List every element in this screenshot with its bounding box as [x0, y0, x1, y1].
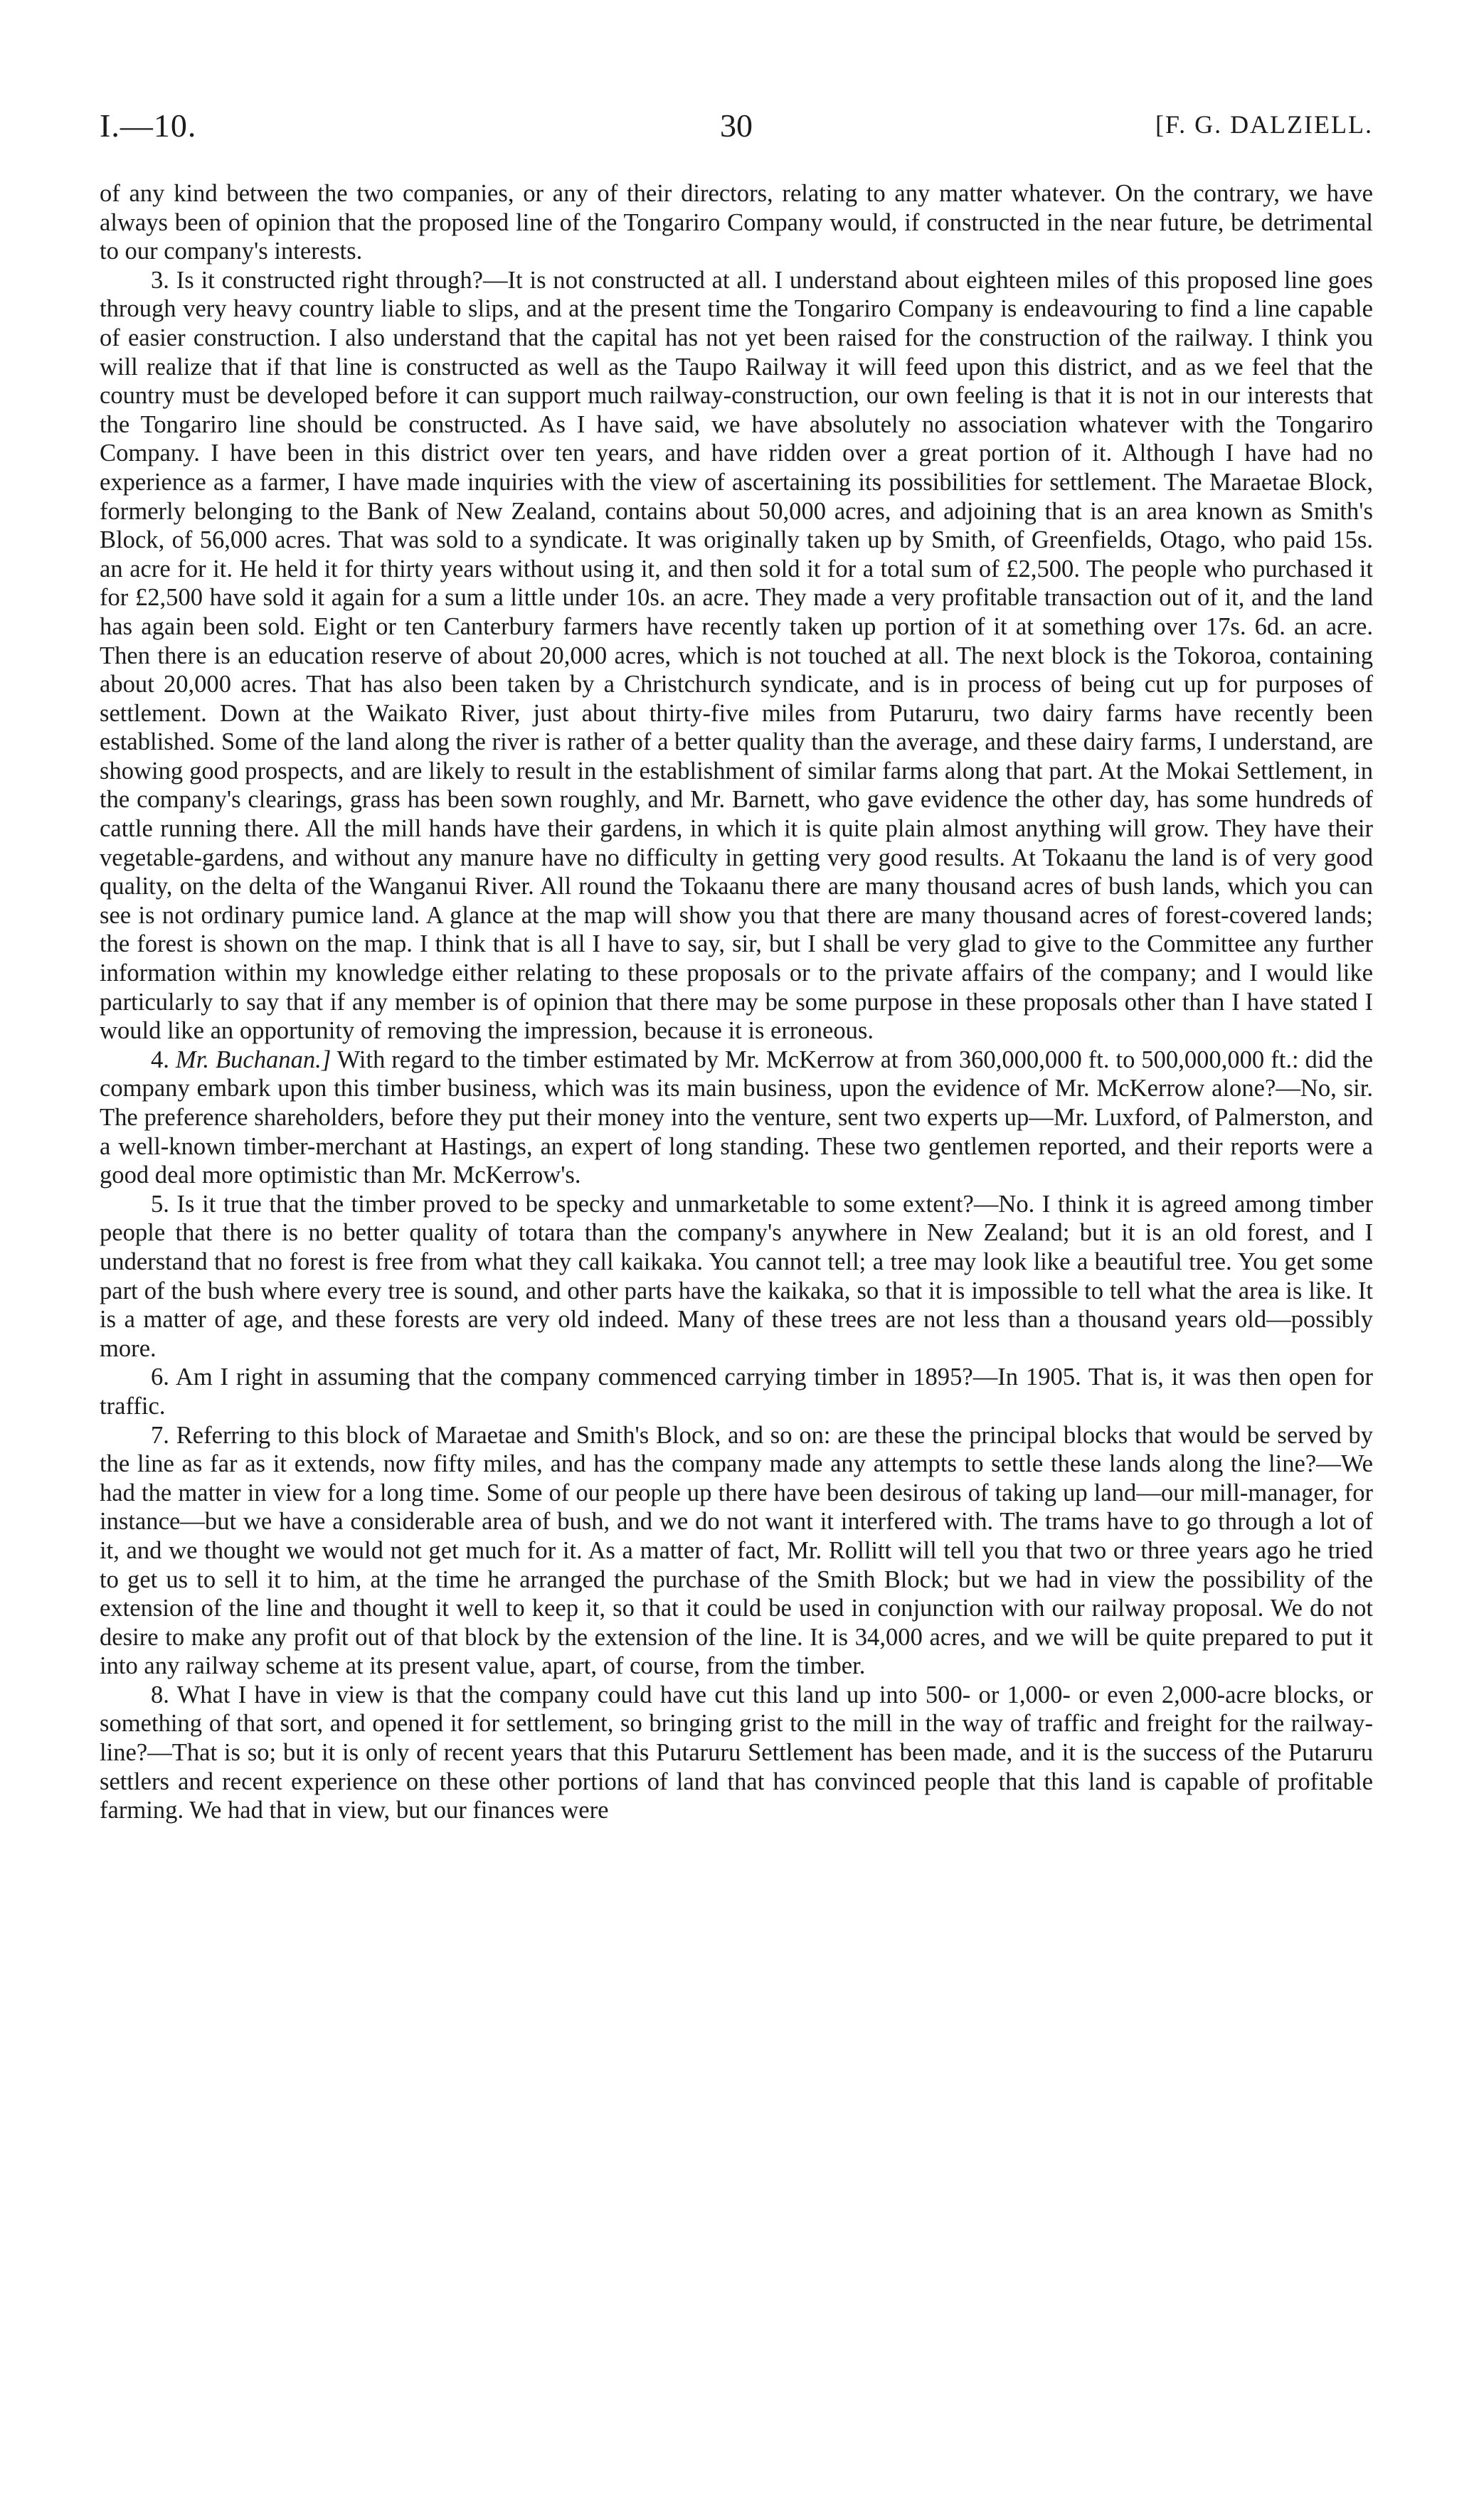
speaker-name: Mr. Buchanan.]	[175, 1046, 332, 1073]
page-header	[100, 107, 1373, 156]
paragraph-question-3: 3. Is it constructed right through?—It is not constructed at all. I understand about eighteen miles of this proposed line goes through very heavy country liable to slips, and at the present time the Tongariro Company is endeavouring to find a line capable of easier construction. I also understand that the capital has not yet been raised for the construction of the railway. I think you will realize that if that line is constructed as well as the Taupo Railway it will feed upon this district, and as we feel that the country must be developed before it can support much railway-construction, our own feeling is that it is not in our interests that the Tongariro line should be constructed. As I have said, we have absolutely no association whatever with the Tongariro Company. I have been in this district over ten years, and have ridden over a great portion of it. Although I have had no experience as a farmer, I have made inquiries with the view of ascertaining its possibilities for settlement. The Maraetae Block, formerly belonging to the Bank of New Zealand, contains about 50,000 acres, and adjoining that is an area known as Smith's Block, of 56,000 acres. That was sold to a syndicate. It was originally taken up by Smith, of Greenfields, Otago, who paid 15s. an acre for it. He held it for thirty years without using it, and then sold it for a total sum of £2,500. The people who purchased it for £2,500 have sold it again for a sum a little under 10s. an acre. They made a very profitable transaction out of it, and the land has again been sold. Eight or ten Canterbury farmers have recently taken up portion of it at something over 17s. 6d. an acre. Then there is an education reserve of about 20,000 acres, which is not touched at all. The next block is the Tokoroa, containing about 20,000 acres. That has also been taken by a Christchurch syndicate, and is in process of being cut up for purposes of settlement. Down at the Waikato River, just about thirty-five miles from Putaruru, two dairy farms have recently been established. Some of the land along the river is rather of a better quality than the average, and these dairy farms, I understand, are showing good prospects, and are likely to result in the establishment of similar farms along that part. At the Mokai Settlement, in the company's clearings, grass has been sown roughly, and Mr. Barnett, who gave evidence the other day, has some hundreds of cattle running there. All the mill hands have their gardens, in which it is quite plain almost anything will grow. They have their vegetable-gardens, and without any manure have no difficulty in getting very good results. At Tokaanu the land is of very good quality, on the delta of the Wanganui River. All round the Tokaanu there are many thousand acres of bush lands, which you can see is not ordinary pumice land. A glance at the map will show you that there are many thousand acres of forest-covered lands; the forest is shown on the map. I think that is all I have to say, sir, but I shall be very glad to give to the Committee any further information within my knowledge either relating to these proposals or to the private affairs of the company; and I would like particularly to say that if any member is of opinion that there may be some purpose in these proposals other than I have stated I would like an opportunity of removing the impression, because it is erroneous.	[100, 266, 1373, 1045]
paragraph-question-7: 7. Referring to this block of Maraetae and Smith's Block, and so on: are these the principal blocks that would be served by the line as far as it extends, now fifty miles, and has the company made any attempts to settle these lands along the line?—We had the matter in view for a long time. Some of our people up there have been desirous of taking up land—our mill-manager, for instance—but we have a considerable area of bush, and we do not want it interfered with. The trams have to go through a lot of it, and we thought we would not get much for it. As a matter of fact, Mr. Rollitt will tell you that two or three years ago he tried to get us to sell it to him, at the time he arranged the purchase of the Smith Block; but we had in view the possibility of the extension of the line and thought it well to keep it, so that it could be used in conjunction with our railway proposal. We do not desire to make any profit out of that block by the extension of the line. It is 34,000 acres, and we will be quite prepared to put it into any railway scheme at its present value, apart, of course, from the timber.	[100, 1421, 1373, 1680]
question-number: 4.	[151, 1046, 169, 1073]
body-text	[100, 179, 1373, 1825]
page-number: 30	[720, 107, 753, 144]
paragraph-question-6: 6. Am I right in assuming that the company commenced carrying timber in 1895?—In 1905. That is, it was then open for traffic.	[100, 1363, 1373, 1420]
paragraph-question-4	[100, 1046, 1373, 1190]
document-reference: I.—10.	[100, 107, 197, 144]
paragraph-question-5: 5. Is it true that the timber proved to be specky and unmarketable to some extent?—No. I think it is agreed among timber people that there is no better quality of totara than the company's anywhere in New Zealand; but it is an old forest, and I understand that no forest is free from what they call kaikaka. You cannot tell; a tree may look like a beautiful tree. You get some part of the bush where every tree is sound, and other parts have the kaikaka, so that it is impossible to tell what the area is like. It is a matter of age, and these forests are very old indeed. Many of these trees are not less than a thousand years old—possibly more.	[100, 1190, 1373, 1362]
question-text: With regard to the timber estimated by Mr. McKerrow at from 360,000,000 ft. to 500,000,000 ft.: did the company embark upon this timber business, which was its main business, upon the evidence of Mr. McKerrow alone?—No, sir. The preference shareholders, before they put their money into the venture, sent two experts up—Mr. Luxford, of Palmerston, and a well-known timber-merchant at Hastings, an expert of long standing. These two gentlemen reported, and their reports were a good deal more optimistic than Mr. McKerrow's.	[100, 1046, 1373, 1189]
paragraph-continuation: of any kind between the two companies, or any of their directors, relating to any matter whatever. On the contrary, we have always been of opinion that the proposed line of the Tongariro Company would, if constructed in the near future, be detrimental to our company's interests.	[100, 180, 1373, 265]
paragraph-question-8: 8. What I have in view is that the company could have cut this land up into 500- or 1,000- or even 2,000-acre blocks, or something of that sort, and opened it for settlement, so bringing grist to the mill in the way of traffic and freight for the railway-line?—That is so; but it is only of recent years that this Putaruru Settlement has been made, and it is the success of the Putaruru settlers and recent experience on these other portions of land that has convinced people that this land is capable of profitable farming. We had that in view, but our finances were	[100, 1681, 1373, 1824]
witness-name: [F. G. DALZIELL.	[1155, 110, 1373, 139]
